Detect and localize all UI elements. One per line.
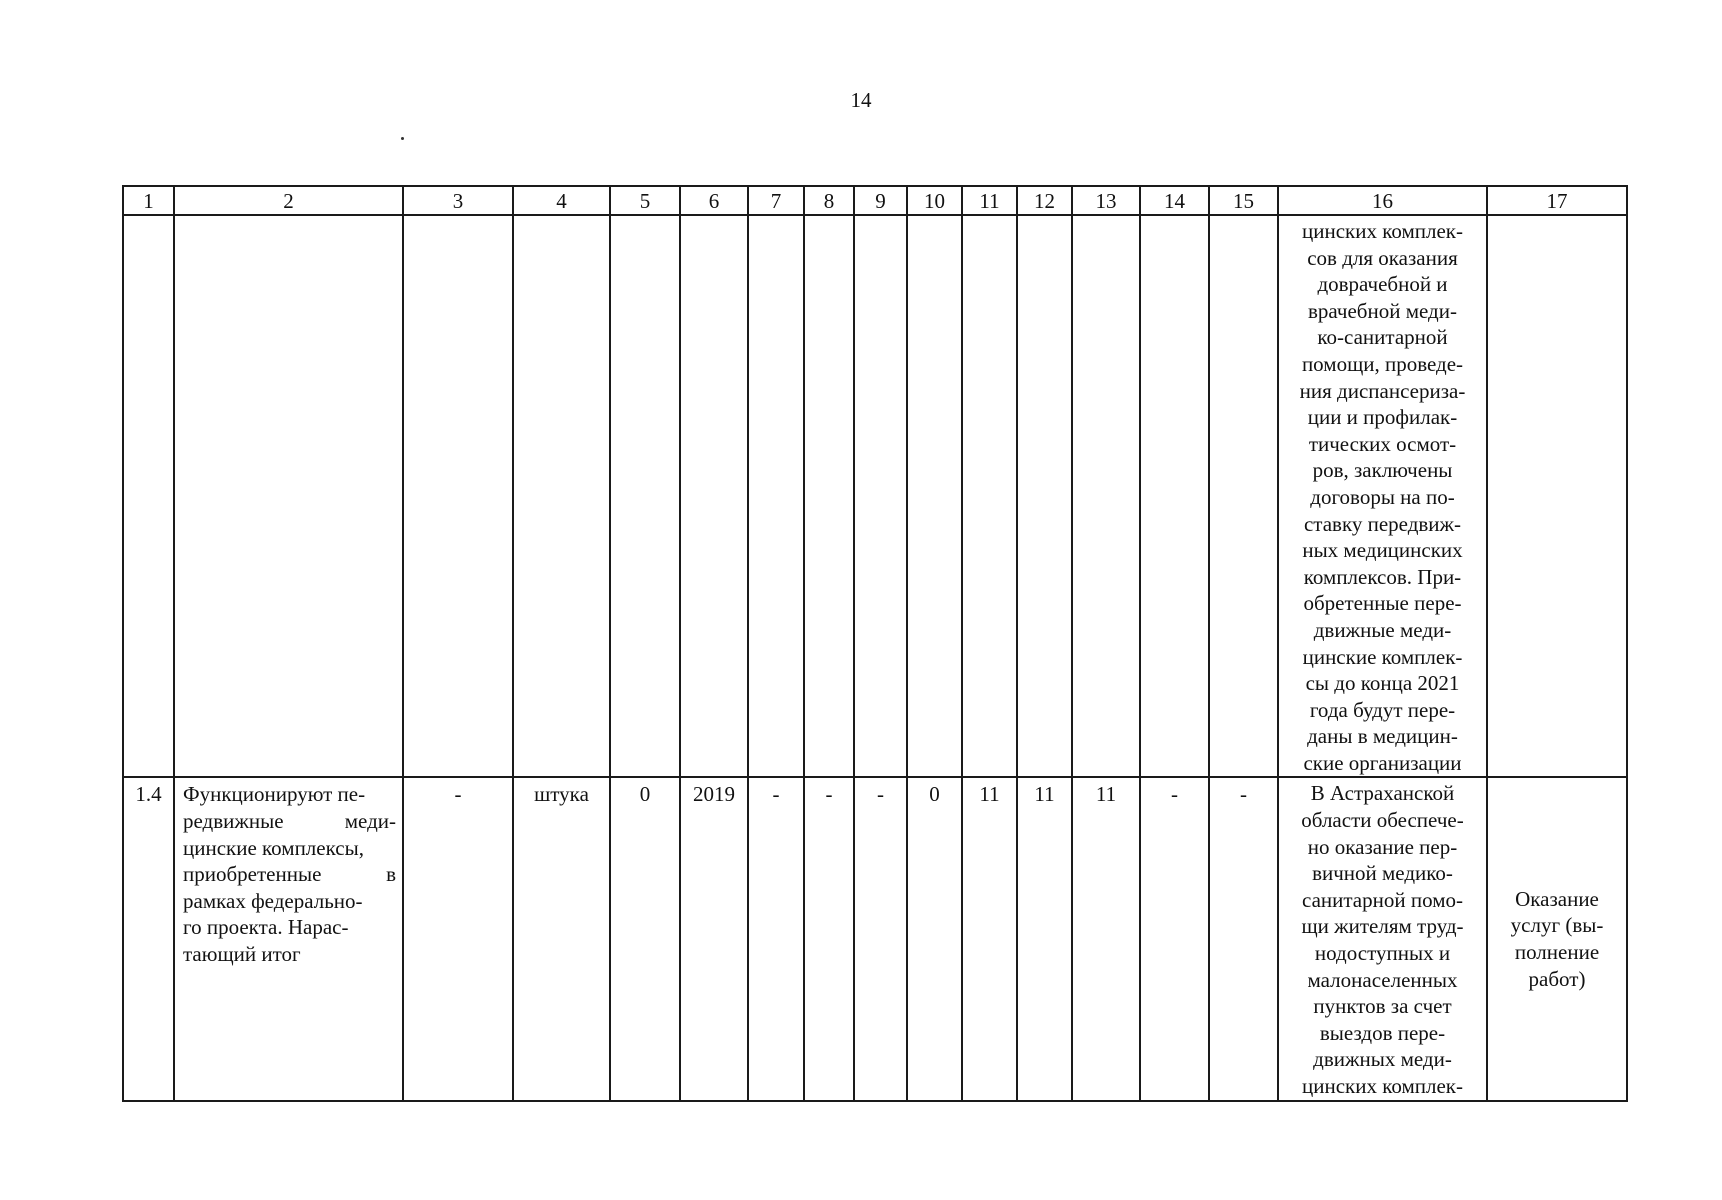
- note-line: ных медицинских: [1302, 538, 1463, 563]
- cell-col-11: 11: [962, 777, 1017, 1100]
- header-row: [123, 186, 1627, 215]
- table-cell: [907, 215, 962, 777]
- note-line: договоры на по-: [1310, 484, 1455, 509]
- table-cell: [1487, 215, 1627, 777]
- note-line: даны в медицин-: [1307, 724, 1458, 749]
- note-line: ров, заключены: [1312, 458, 1453, 483]
- table-row-1-4: [123, 777, 1627, 1100]
- table-cell: [1140, 215, 1209, 777]
- result-type-cell: [1487, 777, 1627, 1100]
- cell-col-15: -: [1209, 777, 1278, 1100]
- table-cell: [854, 215, 907, 777]
- header-col-5: 5: [610, 186, 680, 215]
- note-line: цинские комплек-: [1302, 644, 1463, 669]
- note-line: врачебной меди-: [1308, 298, 1457, 323]
- table-cell: [748, 215, 804, 777]
- note-line: малонаселенных: [1307, 967, 1458, 992]
- note-line: доврачебной и: [1317, 272, 1448, 297]
- note-line: нодоступных и: [1314, 941, 1451, 966]
- header-col-4: 4: [513, 186, 610, 215]
- cell-col-14: -: [1140, 777, 1209, 1100]
- note-line: тических осмот-: [1308, 431, 1457, 456]
- description-word: меди-: [344, 809, 396, 834]
- note-line: года будут пере-: [1309, 697, 1456, 722]
- note-line: ния диспансериза-: [1299, 378, 1466, 403]
- table-cell: [680, 215, 748, 777]
- description-word: в: [386, 862, 396, 887]
- header-col-7: 7: [748, 186, 804, 215]
- note-line: комплексов. При-: [1303, 564, 1462, 589]
- note-line: ставку передвиж-: [1303, 511, 1462, 536]
- cell-col-3: -: [403, 777, 513, 1100]
- header-col-9: 9: [854, 186, 907, 215]
- note-line: цинских комплек-: [1302, 1074, 1463, 1098]
- header-col-13: 13: [1072, 186, 1140, 215]
- note-line: сы до конца 2021: [1305, 671, 1460, 696]
- header-col-10: 10: [907, 186, 962, 215]
- cell-col-13: 11: [1072, 777, 1140, 1100]
- description-line: рамках федерально-: [183, 888, 363, 913]
- type-line: услуг (вы-: [1510, 913, 1604, 938]
- description-line: цинские комплексы,: [183, 835, 364, 860]
- note-line: вичной медико-: [1312, 861, 1453, 886]
- note-line: пунктов за счет: [1313, 994, 1452, 1019]
- note-line: щи жителям труд-: [1301, 914, 1464, 939]
- description-word: приобретенные: [183, 862, 322, 887]
- note-line: помощи, проведе-: [1301, 351, 1464, 376]
- note-line: выездов пере-: [1319, 1020, 1446, 1045]
- header-col-14: 14: [1140, 186, 1209, 215]
- table-cell: [610, 215, 680, 777]
- continued-row: [123, 215, 1627, 777]
- table-cell: [123, 215, 174, 777]
- description-line: [183, 861, 396, 888]
- cell-col-9: -: [854, 777, 907, 1100]
- header-col-16: 16: [1278, 186, 1487, 215]
- header-col-1: 1: [123, 186, 174, 215]
- table-cell: [1209, 215, 1278, 777]
- note-line: но оказание пер-: [1307, 834, 1458, 859]
- table-cell: [513, 215, 610, 777]
- page-number: 14: [850, 88, 872, 112]
- base-year-cell: 2019: [680, 777, 748, 1100]
- indicator-description: [174, 777, 403, 1100]
- note-line: санитарной помо-: [1302, 887, 1463, 912]
- table-cell: [1017, 215, 1072, 777]
- description-line: тающий итог: [183, 942, 301, 967]
- cell-col-10: 0: [907, 777, 962, 1100]
- description-line: го проекта. Нарас-: [183, 915, 349, 940]
- note-line: цинских комплек-: [1302, 219, 1463, 243]
- note-line: В Астраханской: [1310, 781, 1455, 806]
- description-line: [183, 808, 396, 835]
- header-col-12: 12: [1017, 186, 1072, 215]
- table-cell: [174, 215, 403, 777]
- type-line: работ): [1528, 966, 1586, 991]
- note-line: обретенные пере-: [1303, 591, 1462, 616]
- table-cell: [962, 215, 1017, 777]
- note-line: сов для оказания: [1307, 245, 1458, 270]
- note-line: движные меди-: [1313, 617, 1452, 642]
- note-line: движных меди-: [1313, 1047, 1452, 1072]
- note-line: ские организации: [1303, 750, 1462, 775]
- continued-results-note: [1278, 215, 1487, 777]
- results-note: [1278, 777, 1487, 1100]
- scan-speck: [401, 137, 404, 140]
- row-number: 1.4: [123, 777, 174, 1100]
- note-line: ции и профилак-: [1307, 405, 1458, 430]
- results-table: [122, 185, 1628, 1102]
- table-cell: [403, 215, 513, 777]
- base-value-cell: 0: [610, 777, 680, 1100]
- header-col-8: 8: [804, 186, 854, 215]
- header-col-2: 2: [174, 186, 403, 215]
- header-col-6: 6: [680, 186, 748, 215]
- cell-col-12: 11: [1017, 777, 1072, 1100]
- note-line: области обеспече-: [1301, 808, 1464, 833]
- cell-col-8: -: [804, 777, 854, 1100]
- description-word: редвижные: [183, 809, 284, 834]
- type-line: Оказание: [1515, 886, 1599, 911]
- header-col-3: 3: [403, 186, 513, 215]
- header-col-11: 11: [962, 186, 1017, 215]
- type-line: полнение: [1514, 940, 1600, 965]
- header-col-17: 17: [1487, 186, 1627, 215]
- note-line: ко-санитарной: [1317, 325, 1448, 350]
- unit-cell: штука: [513, 777, 610, 1100]
- table-cell: [804, 215, 854, 777]
- header-col-15: 15: [1209, 186, 1278, 215]
- table-cell: [1072, 215, 1140, 777]
- cell-col-7: -: [748, 777, 804, 1100]
- description-line: Функционируют пе-: [183, 782, 366, 807]
